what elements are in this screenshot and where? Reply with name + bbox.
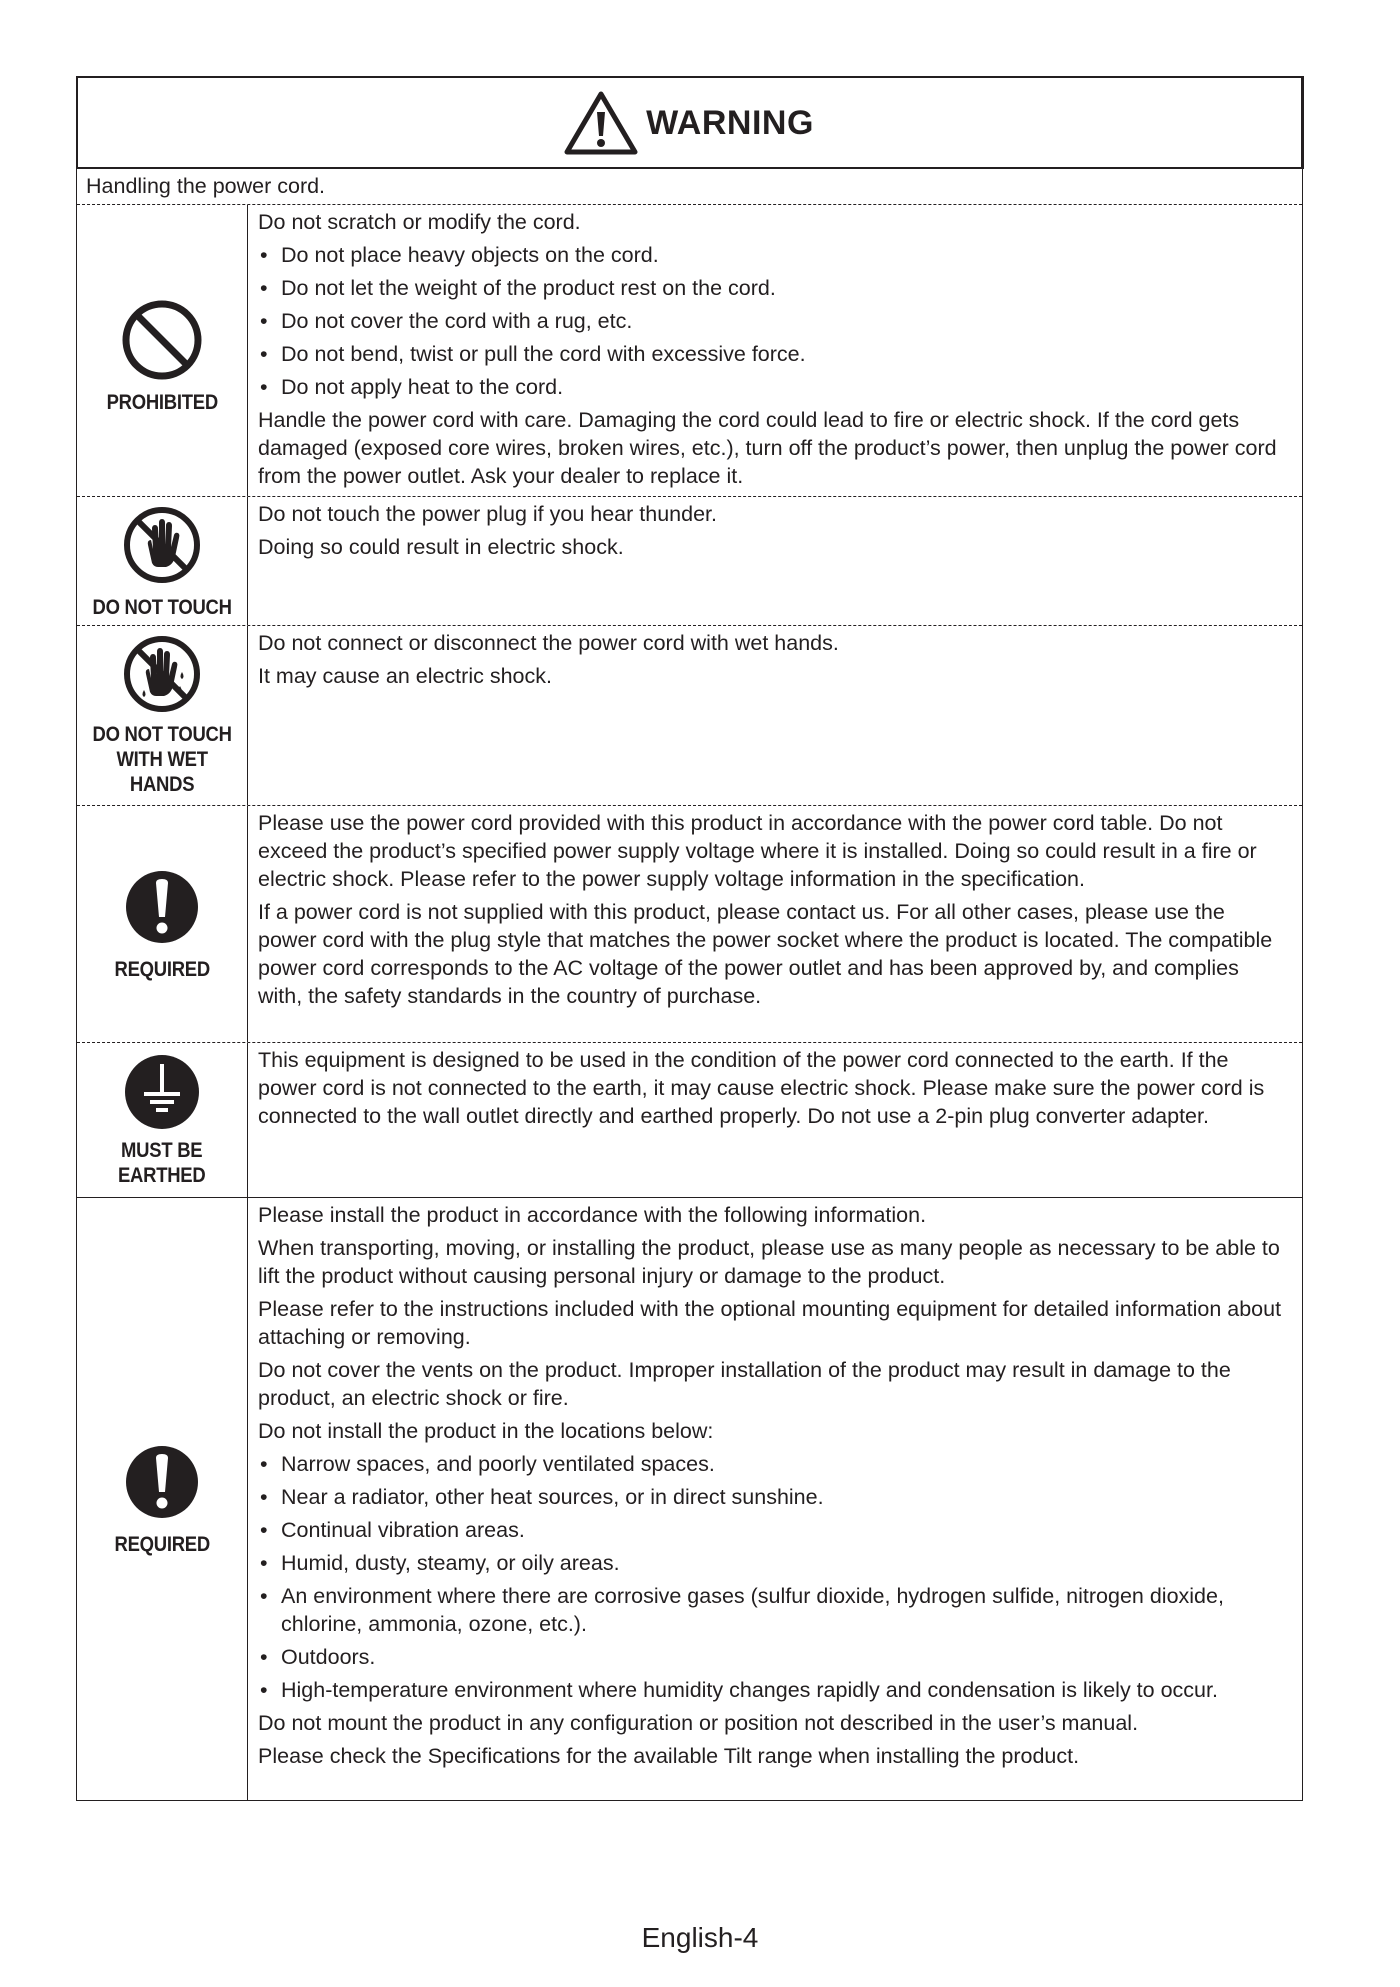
text-cell: [248, 1198, 1302, 1800]
do-not-touch-icon: [122, 505, 202, 585]
icon-label-earthed: [118, 1138, 205, 1188]
warning-row-do-not-touch: [77, 497, 1302, 626]
warning-triangle-icon: [564, 90, 638, 156]
earth-ground-icon: [122, 1052, 202, 1132]
paragraph: Do not install the product in the locations below:: [258, 1419, 714, 1443]
icon-cell: [77, 205, 248, 496]
text-cell: [248, 497, 1302, 625]
warning-title: WARNING: [646, 104, 814, 142]
list-item: • Continual vibration areas.: [258, 1516, 1288, 1544]
warning-row-earthed: [77, 1043, 1302, 1198]
paragraph: When transporting, moving, or installing the product, please use as many people as necessary to be able to lift the product without causing personal injury or damage to the product.: [258, 1236, 1280, 1288]
paragraph: Please install the product in accordance with the following information.: [258, 1203, 927, 1227]
page-number: English-4: [641, 1922, 759, 1953]
icon-cell: [77, 1043, 248, 1197]
icon-label-required: REQUIRED: [114, 957, 210, 981]
text-cell: [248, 806, 1302, 1042]
warning-row-prohibited: [77, 205, 1302, 497]
warning-row-wet-hands: [77, 626, 1302, 806]
icon-cell: [77, 626, 248, 805]
list-item: • Humid, dusty, steamy, or oily areas.: [258, 1549, 1288, 1577]
warning-row-required-installation: [77, 1198, 1302, 1800]
paragraph: If a power cord is not supplied with this product, please contact us. For all other cases, please use the power cord with the plug style that matches the power socket where the product is located. The compatible power cord corresponds to the AC voltage of the power outlet and has been approved by, and complies with, the safety standards in the country of purchase.: [258, 900, 1273, 1008]
list-item: • An environment where there are corrosive gases (sulfur dioxide, hydrogen sulfide, nitrogen dioxide, chlorine, ammonia, ozone, etc.).: [258, 1582, 1288, 1638]
warning-table: [76, 76, 1303, 1801]
paragraph: Do not mount the product in any configuration or position not described in the user’s manual.: [258, 1711, 1139, 1735]
paragraph: It may cause an electric shock.: [258, 664, 552, 688]
required-exclamation-icon: [122, 1442, 202, 1522]
bullet-list: [258, 241, 1288, 401]
paragraph: Do not scratch or modify the cord.: [258, 210, 581, 234]
icon-cell: [77, 806, 248, 1042]
paragraph: Please use the power cord provided with this product in accordance with the power cord table. Do not exceed the product’s specified power supply voltage where it is installed. Doing so could result in a fire or electric shock. Please refer to the power supply voltage information in the specification.: [258, 811, 1257, 891]
paragraph: Do not cover the vents on the product. Improper installation of the product may result in damage to the product, an electric shock or fire.: [258, 1358, 1231, 1410]
icon-label-line: WITH WET: [116, 748, 208, 771]
warning-header: [76, 76, 1304, 169]
icon-cell: [77, 1198, 248, 1800]
paragraph: Handle the power cord with care. Damaging the cord could lead to fire or electric shock. If the cord gets damaged (exposed core wires, broken wires, etc.), turn off the product’s power, then unplug the power cord from the power outlet. Ask your dealer to replace it.: [258, 408, 1277, 488]
list-item: • Do not bend, twist or pull the cord with excessive force.: [258, 340, 1288, 368]
list-item: • Do not apply heat to the cord.: [258, 373, 1288, 401]
icon-label-wet-hands: [92, 722, 231, 797]
required-exclamation-icon: [122, 867, 202, 947]
paragraph: Please refer to the instructions included with the optional mounting equipment for detailed information about attaching or removing.: [258, 1297, 1282, 1349]
list-item: • Do not cover the cord with a rug, etc.: [258, 307, 1288, 335]
do-not-touch-wet-hands-icon: [122, 634, 202, 714]
paragraph: Doing so could result in electric shock.: [258, 535, 624, 559]
bullet-list: [258, 1450, 1288, 1704]
list-item: • Do not let the weight of the product rest on the cord.: [258, 274, 1288, 302]
paragraph: Please check the Specifications for the available Tilt range when installing the product.: [258, 1744, 1080, 1768]
paragraph: Do not touch the power plug if you hear thunder.: [258, 502, 717, 526]
icon-label-prohibited: PROHIBITED: [106, 391, 218, 414]
prohibited-icon: [122, 300, 202, 380]
warning-row-required-power-cord: [77, 806, 1302, 1043]
icon-cell: [77, 497, 248, 625]
text-cell: [248, 1043, 1302, 1197]
icon-label-line: HANDS: [129, 773, 195, 796]
icon-label-do-not-touch: DO NOT TOUCH: [92, 596, 232, 619]
text-cell: [248, 205, 1302, 496]
list-item: • Do not place heavy objects on the cord.: [258, 241, 1288, 269]
icon-label-required: REQUIRED: [114, 1532, 210, 1556]
text-cell: [248, 626, 1302, 805]
list-item: • High-temperature environment where humidity changes rapidly and condensation is likely to occur.: [258, 1676, 1288, 1704]
icon-label-line: DO NOT TOUCH: [92, 723, 232, 746]
section-subheading: Handling the power cord.: [77, 169, 1302, 205]
list-item: • Narrow spaces, and poorly ventilated spaces.: [258, 1450, 1288, 1478]
icon-label-line: MUST BE: [121, 1139, 203, 1162]
list-item: • Outdoors.: [258, 1643, 1288, 1671]
icon-label-line: EARTHED: [118, 1164, 206, 1187]
list-item: • Near a radiator, other heat sources, or in direct sunshine.: [258, 1483, 1288, 1511]
paragraph: This equipment is designed to be used in the condition of the power cord connected to the earth. If the power cord is not connected to the earth, it may cause electric shock. Please make sure the power cord is connected to the wall outlet directly and earthed properly. Do not use a 2-pin plug converter adapter.: [258, 1048, 1265, 1128]
paragraph: Do not connect or disconnect the power cord with wet hands.: [258, 631, 839, 655]
